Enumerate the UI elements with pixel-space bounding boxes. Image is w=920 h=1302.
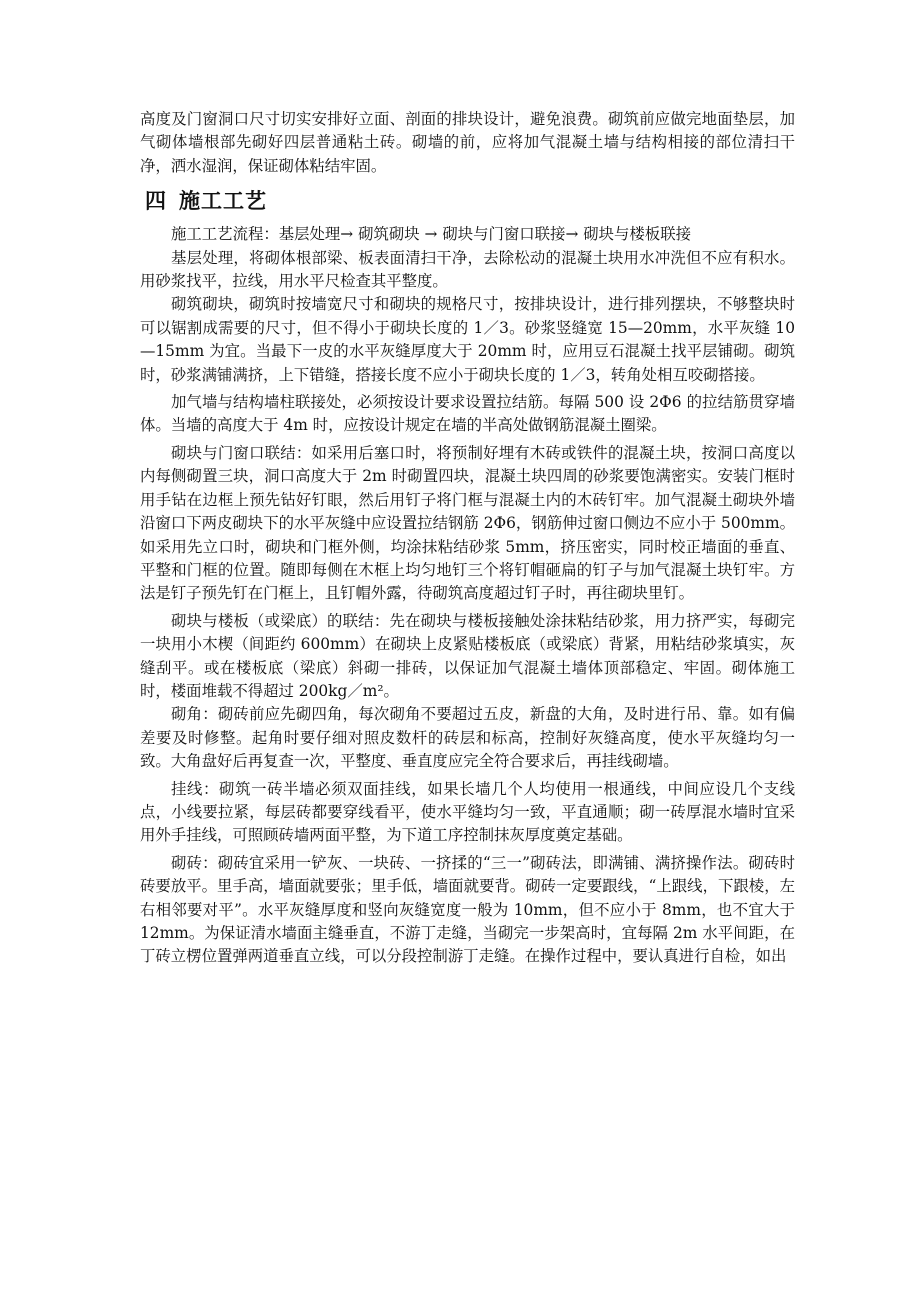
- section-title: 施工工艺: [179, 189, 267, 214]
- paragraph-corner-laying: 砌角：砌砖前应先砌四角，每次砌角不要超过五皮，新盘的大角，及时进行吊、靠。如有偏差要及时修整。起角时要仔细对照皮数杆的砖层和标高，控制好灰缝高度，使水平灰缝均匀一致。大角盘好后再复查一次，平整度、垂直度应完全符合要求后，再挂线砌墙。: [140, 705, 795, 771]
- intro-paragraph: 高度及门窗洞口尺寸切实安排好立面、剖面的排块设计，避免浪费。砌筑前应做完地面垫层，加气砌体墙根部先砌好四层普通粘土砖。砌墙的前，应将加气混凝土墙与结构相接的部位清扫干净，洒水湿润，保证砌体粘结牢固。: [140, 110, 795, 175]
- paragraph-line-hanging: 挂线：砌筑一砖半墙必须双面挂线，如果长墙几个人均使用一根通线，中间应设几个支线点，小线要拉紧，每层砖都要穿线看平，使水平缝均匀一致，平直通顺；砌一砖厚混水墙时宜采用外手挂线，可照顾砖墙两面平整，为下道工序控制抹灰厚度奠定基础。: [140, 779, 795, 845]
- paragraph-brick-laying: 砌砖：砌砖宜采用一铲灰、一块砖、一挤揉的“三一”砌砖法，即满铺、满挤操作法。砌砖时砖要放平。里手高，墙面就要张；里手低，墙面就要背。砌砖一定要跟线，“上跟线，下跟棱，左右相邻要对平”。水平灰缝厚度和竖向灰缝宽度一般为 10mm，但不应小于 8mm，也不宜大于 12mm。为保证清水墙面主缝垂直，不游丁走缝，当砌完一步架高时，宜每隔 2m 水平间距，在丁砖立楞位置弹两道垂直立线，可以分段控制游丁走缝。在操作过程中，要认真进行自检，如出: [140, 853, 795, 966]
- section-heading: [140, 185, 795, 217]
- paragraph-base-treatment: 基层处理，将砌体根部梁、板表面清扫干净，去除松动的混凝土块用水冲洗但不应有积水。用砂浆找平，拉线，用水平尺检查其平整度。: [140, 248, 795, 291]
- paragraph-block-laying: 砌筑砌块，砌筑时按墙宽尺寸和砌块的规格尺寸，按排块设计，进行排列摆块，不够整块时可以锯割成需要的尺寸，但不得小于砌块长度的 1／3。砂浆竖缝宽 15—20mm，水平灰缝 10—15mm 为宜。当最下一皮的水平灰缝厚度大于 20mm 时，应用豆石混凝土找平层铺砌。砌筑时，砂浆满铺满挤，上下错缝，搭接长度不应小于砌块长度的 1／3，转角处相互咬砌搭接。: [140, 295, 795, 384]
- paragraph-tie-bars: 加气墙与结构墙柱联接处，必须按设计要求设置拉结筋。每隔 500 设 2Φ6 的拉结筋贯穿墙体。当墙的高度大于 4m 时，应按设计规定在墙的半高处做钢筋混凝土圈梁。: [140, 393, 795, 435]
- paragraph-slab-connection: 砌块与楼板（或梁底）的联结：先在砌块与楼板接触处涂抹粘结砂浆，用力挤严实，每砌完一块用小木楔（间距约 600mm）在砌块上皮紧贴楼板底（或梁底）背紧，用粘结砂浆填实，灰缝刮平。或在楼板底（梁底）斜砌一排砖，以保证加气混凝土墙体顶部稳定、牢固。砌体施工时，楼面堆载不得超过 200kg／m²。: [140, 611, 795, 700]
- paragraph-process-flow: 施工工艺流程：基层处理→ 砌筑砌块 → 砌块与门窗口联接→ 砌块与楼板联接: [171, 225, 691, 244]
- paragraph-door-window-connection: 砌块与门窗口联结：如采用后塞口时，将预制好埋有木砖或铁件的混凝土块，按洞口高度以内每侧砌置三块，洞口高度大于 2m 时砌置四块，混凝土块四周的砂浆要饱满密实。安装门框时用手钻在边框上预先钻好钉眼，然后用钉子将门框与混凝土内的木砖钉牢。加气混凝土砌块外墙沿窗口下两皮砌块下的水平灰缝中应设置拉结钢筋 2Φ6，钢筋伸过窗口侧边不应小于 500mm。如采用先立口时，砌块和门框外侧，均涂抹粘结砂浆 5mm，挤压密实，同时校正墙面的垂直、平整和门框的位置。随即每侧在木框上均匀地钉三个将钉帽砸扁的钉子与加气混凝土块钉牢。方法是钉子预先钉在门框上，且钉帽外露，待砌筑高度超过钉子时，再往砌块里钉。: [140, 443, 795, 603]
- document-page: [140, 108, 795, 969]
- section-number: 四: [145, 189, 167, 214]
